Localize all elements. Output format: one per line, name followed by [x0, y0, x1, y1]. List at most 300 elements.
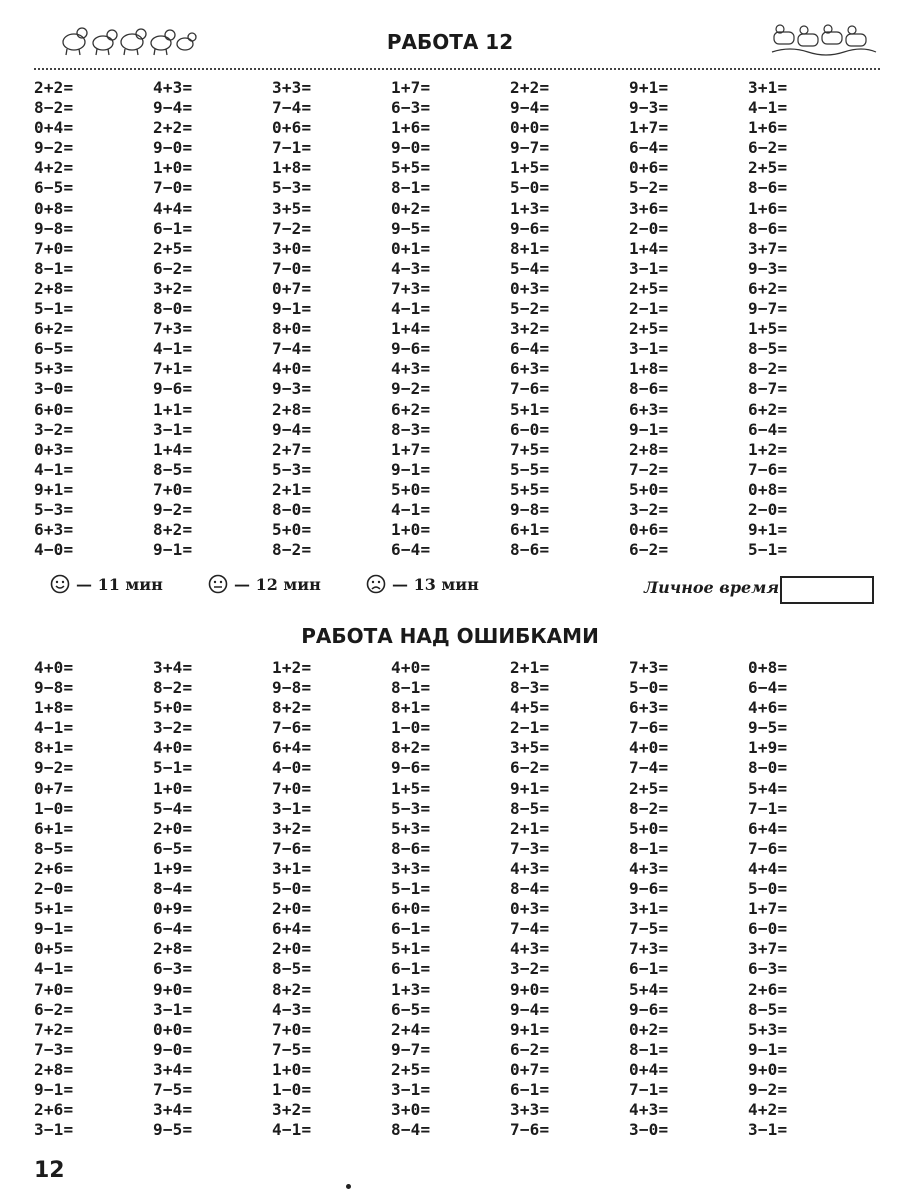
- exercise-item: 4−1=: [391, 499, 431, 519]
- exercise-item: 1+5=: [510, 158, 550, 178]
- exercise-item: 7−6=: [748, 459, 788, 479]
- exercise-item: 8+2=: [272, 979, 312, 999]
- exercise-item: 6+3=: [629, 698, 669, 718]
- exercise-item: 5−3=: [272, 459, 312, 479]
- exercise-item: 0+9=: [153, 899, 193, 919]
- exercise-item: 7+0=: [272, 778, 312, 798]
- exercise-item: 7+0=: [34, 238, 74, 258]
- exercise-item: 1+9=: [153, 858, 193, 878]
- exercise-item: 7+3=: [629, 658, 669, 677]
- exercise-column: [153, 658, 271, 1140]
- exercise-item: 5−4=: [153, 798, 193, 818]
- exercise-item: 6−2=: [153, 258, 193, 278]
- exercise-item: 9−2=: [153, 499, 193, 519]
- exercise-item: 7−1=: [272, 138, 312, 158]
- exercise-item: 3−0=: [629, 1120, 669, 1140]
- exercise-item: 0+2=: [391, 198, 431, 218]
- exercise-item: 6+2=: [391, 399, 431, 419]
- exercise-item: 5+3=: [748, 1019, 788, 1039]
- print-dot: [346, 1184, 351, 1189]
- exercise-item: 1−0=: [272, 1079, 312, 1099]
- exercise-item: 8−2=: [748, 359, 788, 379]
- exercise-item: 2+4=: [391, 1019, 431, 1039]
- exercise-item: 8−4=: [153, 879, 193, 899]
- exercise-item: 1+1=: [153, 399, 193, 419]
- exercise-item: 5+4=: [748, 778, 788, 798]
- exercise-item: 5−2=: [629, 178, 669, 198]
- exercise-item: 9−6=: [153, 379, 193, 399]
- exercise-item: 4+3=: [510, 858, 550, 878]
- exercise-item: 5+3=: [34, 359, 74, 379]
- exercise-item: 3−1=: [748, 1120, 788, 1140]
- smiling-face-icon: [50, 574, 70, 594]
- exercise-item: 2−0=: [629, 218, 669, 238]
- exercise-item: 6+3=: [629, 399, 669, 419]
- exercise-item: 8−4=: [510, 879, 550, 899]
- exercise-item: 5+5=: [510, 479, 550, 499]
- exercise-item: 8−0=: [748, 758, 788, 778]
- exercise-item: 1+8=: [34, 698, 74, 718]
- exercise-item: 7−4=: [510, 919, 550, 939]
- exercise-item: 2+0=: [153, 818, 193, 838]
- exercise-item: 4+3=: [510, 939, 550, 959]
- exercise-item: 0+7=: [510, 1059, 550, 1079]
- exercise-item: 1−0=: [34, 798, 74, 818]
- exercise-item: 9−1=: [629, 419, 669, 439]
- exercise-item: 7−6=: [629, 718, 669, 738]
- exercise-item: 6−1=: [391, 919, 431, 939]
- exercise-item: 3−2=: [34, 419, 74, 439]
- time-neutral: [208, 574, 321, 594]
- exercise-item: 1+3=: [510, 198, 550, 218]
- exercise-item: 9+0=: [748, 1059, 788, 1079]
- exercise-item: 5+0=: [629, 479, 669, 499]
- exercise-item: 4+3=: [391, 359, 431, 379]
- exercise-item: 9−3=: [272, 379, 312, 399]
- exercise-item: 3+3=: [391, 858, 431, 878]
- exercise-item: 2+1=: [510, 658, 550, 677]
- exercise-item: 9−0=: [391, 138, 431, 158]
- exercise-item: 1+7=: [748, 899, 788, 919]
- exercise-item: 7−6=: [748, 838, 788, 858]
- exercise-item: 7−6=: [272, 718, 312, 738]
- exercise-item: 2+8=: [34, 278, 74, 298]
- exercise-item: 1+0=: [153, 778, 193, 798]
- exercise-item: 3+1=: [272, 858, 312, 878]
- exercise-item: 2+5=: [629, 778, 669, 798]
- exercise-item: 7−6=: [510, 1120, 550, 1140]
- exercise-item: 6−2=: [748, 138, 788, 158]
- exercise-item: 7−6=: [510, 379, 550, 399]
- exercise-item: 8+0=: [272, 319, 312, 339]
- exercise-item: 4−1=: [391, 299, 431, 319]
- exercise-item: 6−4=: [629, 138, 669, 158]
- exercise-item: 0+0=: [510, 118, 550, 138]
- exercise-item: 1+6=: [391, 118, 431, 138]
- exercise-item: 3+0=: [391, 1100, 431, 1120]
- exercise-item: 9+0=: [510, 979, 550, 999]
- exercise-item: 8−2=: [272, 540, 312, 560]
- exercise-item: 9−8=: [272, 678, 312, 698]
- exercise-item: 9−4=: [510, 999, 550, 1019]
- time-good: [50, 574, 163, 594]
- exercise-item: 3+4=: [153, 1059, 193, 1079]
- exercise-column: [629, 658, 747, 1140]
- exercise-item: 7−3=: [510, 838, 550, 858]
- exercise-item: 9−1=: [34, 919, 74, 939]
- exercise-item: 5+0=: [272, 520, 312, 540]
- exercise-item: 0+8=: [34, 198, 74, 218]
- exercise-item: 8−6=: [391, 838, 431, 858]
- exercise-item: 2−1=: [510, 718, 550, 738]
- exercise-item: 0+6=: [272, 118, 312, 138]
- exercise-item: 9−8=: [510, 499, 550, 519]
- exercise-item: 6+0=: [34, 399, 74, 419]
- exercise-item: 9+1=: [629, 78, 669, 97]
- exercise-item: 6−5=: [153, 838, 193, 858]
- exercise-item: 9−1=: [153, 540, 193, 560]
- exercise-item: 9+1=: [510, 1019, 550, 1039]
- exercise-item: 0+6=: [629, 158, 669, 178]
- exercise-item: 7−1=: [629, 1079, 669, 1099]
- exercise-item: 7−4=: [629, 758, 669, 778]
- exercise-item: 9−3=: [629, 98, 669, 118]
- exercise-item: 8−4=: [391, 1120, 431, 1140]
- exercise-item: 2+5=: [153, 238, 193, 258]
- exercise-item: 5−4=: [510, 258, 550, 278]
- exercise-item: 9−7=: [510, 138, 550, 158]
- exercise-item: 5−0=: [510, 178, 550, 198]
- exercise-item: 3+2=: [153, 278, 193, 298]
- exercise-item: 4+0=: [153, 738, 193, 758]
- exercise-item: 3−2=: [153, 718, 193, 738]
- exercise-item: 0+3=: [510, 278, 550, 298]
- exercise-item: 6+1=: [34, 818, 74, 838]
- exercise-item: 4−1=: [34, 959, 74, 979]
- exercise-item: 7−6=: [272, 838, 312, 858]
- exercise-item: 9−4=: [510, 98, 550, 118]
- exercise-item: 0+7=: [34, 778, 74, 798]
- exercise-item: 2+6=: [34, 1100, 74, 1120]
- exercise-item: 0+3=: [510, 899, 550, 919]
- exercise-item: 5+1=: [34, 899, 74, 919]
- exercise-item: 2−0=: [748, 499, 788, 519]
- exercise-column: [748, 658, 866, 1140]
- exercise-item: 3−1=: [629, 339, 669, 359]
- exercise-item: 4−1=: [153, 339, 193, 359]
- exercise-item: 4+4=: [153, 198, 193, 218]
- exercise-item: 3−2=: [629, 499, 669, 519]
- exercise-item: 2+1=: [510, 818, 550, 838]
- exercise-item: 2+8=: [153, 939, 193, 959]
- exercise-item: 6−3=: [153, 959, 193, 979]
- exercise-item: 1+5=: [391, 778, 431, 798]
- exercise-item: 4+2=: [34, 158, 74, 178]
- exercise-item: 8−1=: [629, 1039, 669, 1059]
- exercise-column: [391, 658, 509, 1140]
- exercise-item: 9−5=: [153, 1120, 193, 1140]
- sad-face-icon: [366, 574, 386, 594]
- exercise-item: 4−1=: [748, 98, 788, 118]
- exercise-item: 8+1=: [34, 738, 74, 758]
- exercise-item: 7+1=: [153, 359, 193, 379]
- exercise-item: 1+0=: [153, 158, 193, 178]
- exercise-item: 0+2=: [629, 1019, 669, 1039]
- exercise-item: 8−5=: [748, 999, 788, 1019]
- exercise-item: 6−4=: [391, 540, 431, 560]
- exercise-item: 5−3=: [272, 178, 312, 198]
- exercise-item: 6−2=: [510, 1039, 550, 1059]
- exercise-item: 1+7=: [629, 118, 669, 138]
- exercise-item: 8−1=: [629, 838, 669, 858]
- exercise-item: 5+1=: [510, 399, 550, 419]
- exercise-item: 9−6=: [391, 339, 431, 359]
- exercise-item: 8−0=: [272, 499, 312, 519]
- exercise-item: 9−2=: [748, 1079, 788, 1099]
- exercise-item: 4+5=: [510, 698, 550, 718]
- exercise-item: 9−8=: [34, 678, 74, 698]
- exercise-item: 7+0=: [34, 979, 74, 999]
- exercise-item: 7+2=: [34, 1019, 74, 1039]
- exercise-item: 9−6=: [510, 218, 550, 238]
- exercise-item: 8+2=: [153, 520, 193, 540]
- exercise-item: 3+1=: [748, 78, 788, 97]
- exercise-item: 2+5=: [748, 158, 788, 178]
- exercise-item: 0+6=: [629, 520, 669, 540]
- exercise-item: 8+2=: [272, 698, 312, 718]
- exercise-item: 6+2=: [34, 319, 74, 339]
- exercise-item: 0+1=: [391, 238, 431, 258]
- exercise-item: 5−1=: [391, 879, 431, 899]
- exercise-item: 7−2=: [629, 459, 669, 479]
- header-divider: [34, 68, 880, 70]
- exercise-item: 8−2=: [629, 798, 669, 818]
- exercise-item: 9−6=: [629, 879, 669, 899]
- exercise-item: 6−1=: [510, 1079, 550, 1099]
- exercise-item: 4+3=: [629, 858, 669, 878]
- exercise-item: 7+3=: [391, 278, 431, 298]
- exercise-column: [272, 658, 390, 1140]
- exercise-column: [272, 78, 390, 560]
- exercise-item: 8−6=: [748, 218, 788, 238]
- exercise-item: 8−3=: [510, 678, 550, 698]
- exercise-item: 3−1=: [153, 419, 193, 439]
- exercise-item: 2+1=: [272, 479, 312, 499]
- exercise-item: 9+1=: [34, 479, 74, 499]
- personal-time-label: Личное время: [644, 578, 780, 597]
- exercise-item: 6+4=: [272, 738, 312, 758]
- exercise-item: 8−5=: [748, 339, 788, 359]
- exercise-item: 4−0=: [272, 758, 312, 778]
- exercise-item: 3+5=: [510, 738, 550, 758]
- exercise-item: 5+0=: [391, 479, 431, 499]
- exercise-item: 7+0=: [272, 1019, 312, 1039]
- exercise-item: 1+4=: [153, 439, 193, 459]
- exercise-item: 6−3=: [391, 98, 431, 118]
- exercise-item: 9−2=: [391, 379, 431, 399]
- exercise-item: 6−4=: [748, 419, 788, 439]
- exercise-item: 4+0=: [272, 359, 312, 379]
- exercise-item: 8−7=: [748, 379, 788, 399]
- exercise-item: 8−1=: [34, 258, 74, 278]
- exercise-item: 7−4=: [272, 339, 312, 359]
- exercise-item: 6−4=: [510, 339, 550, 359]
- exercise-column: [510, 78, 628, 560]
- exercise-item: 1+2=: [748, 439, 788, 459]
- exercise-item: 9−6=: [391, 758, 431, 778]
- exercise-item: 1+7=: [391, 439, 431, 459]
- time-good-label: — 11 мин: [76, 574, 163, 594]
- exercise-item: 6−0=: [510, 419, 550, 439]
- exercise-item: 5+5=: [391, 158, 431, 178]
- exercise-item: 9−7=: [748, 299, 788, 319]
- exercise-item: 3+6=: [629, 198, 669, 218]
- exercise-item: 5−3=: [34, 499, 74, 519]
- exercise-item: 3+2=: [510, 319, 550, 339]
- exercise-item: 1+6=: [748, 198, 788, 218]
- exercise-column: [34, 78, 152, 560]
- exercise-item: 3+2=: [272, 818, 312, 838]
- exercise-item: 8−0=: [153, 299, 193, 319]
- exercise-item: 7−5=: [272, 1039, 312, 1059]
- exercise-item: 8−5=: [510, 798, 550, 818]
- exercise-item: 3+3=: [510, 1100, 550, 1120]
- exercise-item: 8−5=: [272, 959, 312, 979]
- exercise-item: 9−5=: [391, 218, 431, 238]
- exercise-item: 5+0=: [629, 818, 669, 838]
- exercise-item: 9−1=: [34, 1079, 74, 1099]
- exercise-column: [748, 78, 866, 560]
- exercise-item: 5+1=: [391, 939, 431, 959]
- exercise-item: 9−1=: [391, 459, 431, 479]
- exercise-item: 2+2=: [510, 78, 550, 97]
- exercise-item: 5−1=: [748, 540, 788, 560]
- exercise-item: 4−1=: [272, 1120, 312, 1140]
- exercise-item: 6−0=: [748, 919, 788, 939]
- exercise-item: 6+3=: [34, 520, 74, 540]
- exercise-item: 4−1=: [34, 459, 74, 479]
- exercise-item: 1+7=: [391, 78, 431, 97]
- exercise-item: 6−2=: [34, 999, 74, 1019]
- page-header: [0, 0, 900, 72]
- exercise-item: 2+5=: [391, 1059, 431, 1079]
- exercise-item: 7−5=: [629, 919, 669, 939]
- exercise-item: 6−4=: [748, 678, 788, 698]
- time-bad: [366, 574, 479, 594]
- exercise-item: 9−5=: [748, 718, 788, 738]
- exercise-item: 4+3=: [629, 1100, 669, 1120]
- exercise-item: 8+1=: [510, 238, 550, 258]
- exercise-item: 8−1=: [391, 178, 431, 198]
- exercise-item: 3+3=: [272, 78, 312, 97]
- exercise-item: 5−0=: [629, 678, 669, 698]
- personal-time-field[interactable]: [780, 576, 874, 604]
- exercise-item: 9−4=: [153, 98, 193, 118]
- exercise-item: 0+4=: [34, 118, 74, 138]
- exercise-item: 3−1=: [629, 258, 669, 278]
- exercise-item: 9+1=: [748, 520, 788, 540]
- exercise-item: 0+5=: [34, 939, 74, 959]
- page-title: РАБОТА 12: [386, 30, 514, 54]
- exercise-item: 9−0=: [153, 138, 193, 158]
- exercise-item: 7−5=: [153, 1079, 193, 1099]
- exercise-item: 5−1=: [153, 758, 193, 778]
- exercise-item: 3+2=: [272, 1100, 312, 1120]
- exercise-item: 5−3=: [391, 798, 431, 818]
- exercise-item: 0+4=: [629, 1059, 669, 1079]
- time-bad-label: — 13 мин: [392, 574, 479, 594]
- exercise-item: 2+0=: [272, 899, 312, 919]
- exercise-item: 8−5=: [153, 459, 193, 479]
- exercise-item: 3−1=: [391, 1079, 431, 1099]
- exercise-item: 2−1=: [629, 299, 669, 319]
- exercise-item: 1+6=: [748, 118, 788, 138]
- exercise-item: 8+2=: [391, 738, 431, 758]
- exercise-item: 1+4=: [391, 319, 431, 339]
- exercise-item: 8−3=: [391, 419, 431, 439]
- exercise-item: 6+2=: [748, 278, 788, 298]
- exercise-item: 6+3=: [510, 359, 550, 379]
- exercise-item: 2+8=: [272, 399, 312, 419]
- exercise-item: 6+4=: [272, 919, 312, 939]
- exercise-item: 8−6=: [629, 379, 669, 399]
- exercise-item: 2−0=: [34, 879, 74, 899]
- exercise-item: 7+3=: [153, 319, 193, 339]
- exercise-item: 8−2=: [153, 678, 193, 698]
- exercise-item: 8−5=: [34, 838, 74, 858]
- exercise-item: 2+2=: [153, 118, 193, 138]
- exercise-item: 1+8=: [629, 359, 669, 379]
- exercise-item: 9+1=: [510, 778, 550, 798]
- exercise-item: 6+0=: [391, 899, 431, 919]
- exercise-item: 6−3=: [748, 959, 788, 979]
- exercise-item: 1−0=: [391, 718, 431, 738]
- exercise-item: 9−2=: [34, 138, 74, 158]
- exercise-item: 6−5=: [34, 339, 74, 359]
- exercise-item: 2+6=: [34, 858, 74, 878]
- exercise-item: 3+5=: [272, 198, 312, 218]
- exercise-item: 5−5=: [510, 459, 550, 479]
- exercise-item: 6+2=: [748, 399, 788, 419]
- exercise-item: 6−2=: [629, 540, 669, 560]
- exercise-item: 9+0=: [153, 979, 193, 999]
- exercise-item: 5−0=: [748, 879, 788, 899]
- exercise-column: [629, 78, 747, 560]
- exercise-item: 5+3=: [391, 818, 431, 838]
- exercise-item: 6−1=: [629, 959, 669, 979]
- exercise-item: 6−5=: [391, 999, 431, 1019]
- exercise-item: 1+3=: [391, 979, 431, 999]
- exercise-item: 2+7=: [272, 439, 312, 459]
- exercise-item: 3−1=: [34, 1120, 74, 1140]
- exercise-item: 7−1=: [748, 798, 788, 818]
- exercise-item: 4−3=: [391, 258, 431, 278]
- exercise-item: 0+7=: [272, 278, 312, 298]
- exercise-item: 1+5=: [748, 319, 788, 339]
- exercise-item: 1+0=: [272, 1059, 312, 1079]
- exercise-item: 9−1=: [272, 299, 312, 319]
- exercise-item: 5−2=: [510, 299, 550, 319]
- exercise-item: 4+0=: [34, 658, 74, 677]
- exercise-item: 2+6=: [748, 979, 788, 999]
- exercise-item: 2+5=: [629, 319, 669, 339]
- exercise-item: 2+5=: [629, 278, 669, 298]
- exercise-item: 7+0=: [153, 479, 193, 499]
- exercise-item: 9−3=: [748, 258, 788, 278]
- exercise-item: 2+2=: [34, 78, 74, 97]
- exercise-item: 3+7=: [748, 238, 788, 258]
- exercise-item: 3+7=: [748, 939, 788, 959]
